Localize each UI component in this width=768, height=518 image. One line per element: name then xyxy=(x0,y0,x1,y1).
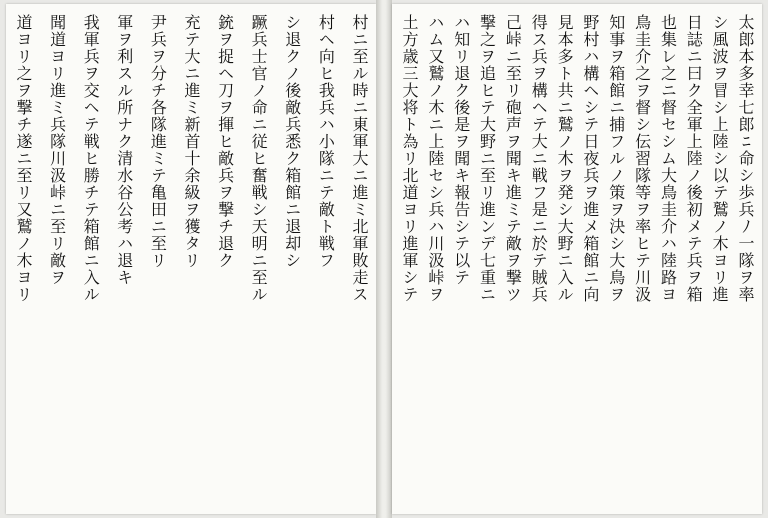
right-page-text-columns xyxy=(398,14,756,504)
text-column: ハム又鷲ノ木ニ上陸セシ兵ハ川汲峠ヲ xyxy=(425,14,445,303)
text-column: 銃ヲ捉ヘ刀ヲ揮ヒ敵兵ヲ撃チ退ク xyxy=(215,14,235,269)
text-column: 蹶兵士官ノ命ニ従ヒ奮戦シ天明ニ至ル xyxy=(249,14,269,303)
text-column: ハ知リ退ク後是ヲ聞キ報告シテ以テ xyxy=(451,14,471,286)
text-column: 尹兵ヲ分チ各隊進ミテ亀田ニ至リ xyxy=(148,14,168,269)
text-column: 我軍兵ヲ交ヘテ戦ヒ勝チテ箱館ニ入ル xyxy=(81,14,101,303)
left-page-text-columns xyxy=(12,14,370,504)
text-column: 軍ヲ利スル所ナク清水谷公考ハ退キ xyxy=(114,14,134,286)
text-column: 也集レ之ニ督セシム大鳥圭介ハ陸路ヨ xyxy=(658,14,678,303)
text-column: 充テ大ニ進ミ新首十余級ヲ獲タリ xyxy=(181,14,201,269)
text-column: 己峠ニ至リ砲声ヲ聞キ進ミテ敵ヲ撃ツ xyxy=(503,14,523,303)
text-column: 知事ヲ箱館ニ捕フルノ策ヲ決シ大鳥ヲ xyxy=(606,14,626,303)
text-column: 村ニ至ル時ニ東軍大ニ進ミ北軍敗走ス xyxy=(349,14,369,303)
left-page xyxy=(6,4,376,514)
text-column: 日誌ニ曰ク全軍上陸ノ後初メテ兵ヲ箱 xyxy=(684,14,704,303)
text-column: 得ス兵ヲ構ヘテ大ニ戦フ是ニ於テ賊兵 xyxy=(529,14,549,303)
right-page xyxy=(392,4,762,514)
text-column: 土方歳三大将ト為リ北道ヨリ進軍シテ xyxy=(400,14,419,303)
text-column: 道ヨリ之ヲ撃チ遂ニ至リ又鷲ノ木ヨリ xyxy=(14,14,33,303)
text-column: 聞道ヨリ進ミ兵隊川汲峠ニ至リ敵ヲ xyxy=(47,14,67,286)
text-column: 鳥圭介之ヲ督シ伝習隊等ヲ率ヒテ川汲 xyxy=(632,14,652,303)
text-column: 村ヘ向ヒ我兵ハ小隊ニテ敵ト戦フ xyxy=(316,14,336,269)
text-column: 太郎本多幸七郎ﾆ命シ歩兵ﾉ一隊ヲ率 xyxy=(735,14,755,303)
book-gutter xyxy=(376,0,392,518)
text-column: 見本多ト共ニ鷲ノ木ヲ発シ大野ニ入ル xyxy=(555,14,575,303)
text-column: シ退クノ後敵兵悉ク箱館ニ退却シ xyxy=(282,14,302,269)
text-column: 撃之ヲ追ヒテ大野ニ至リ進ンデ七重ニ xyxy=(477,14,497,303)
text-column: シ風波ヲ冒シ上陸シ以テ鷲ノ木ヨリ進 xyxy=(710,14,730,303)
text-column: 野村ハ構ヘシテ日夜兵ヲ進メ箱館ニ向 xyxy=(580,14,600,303)
